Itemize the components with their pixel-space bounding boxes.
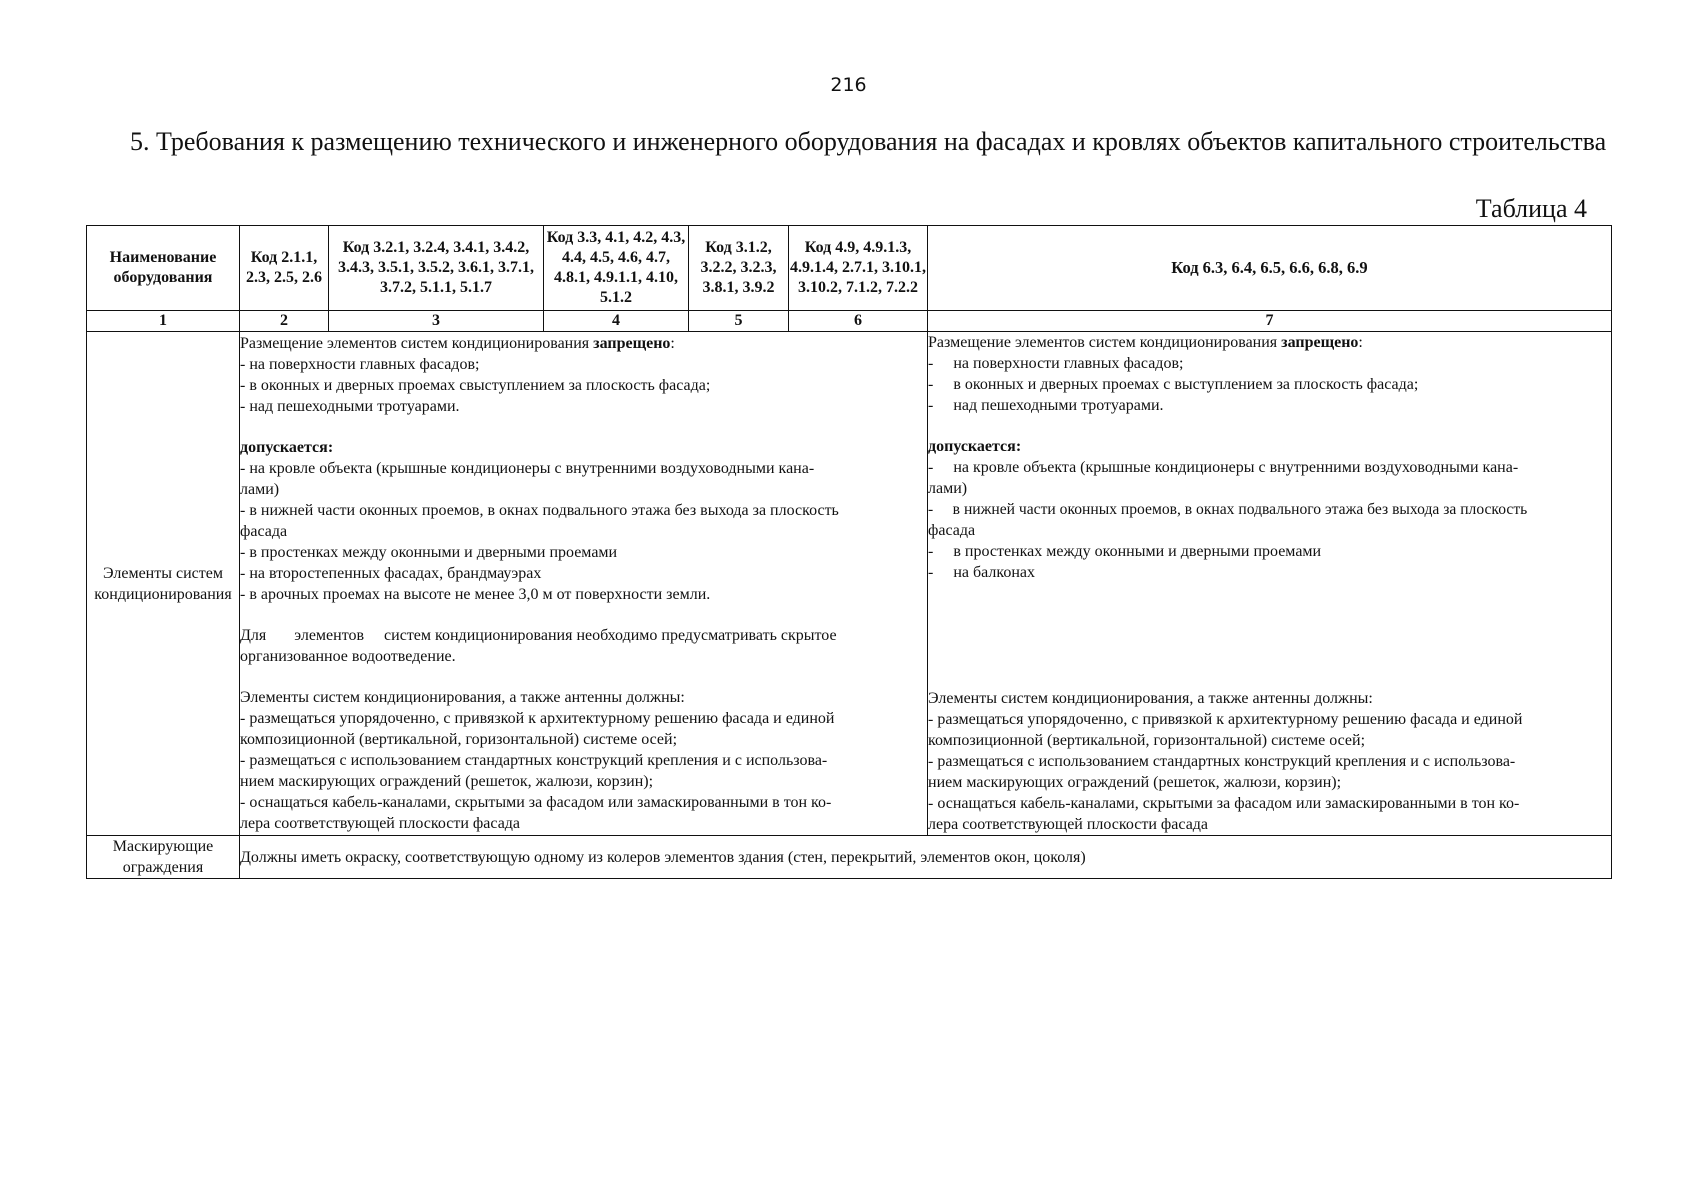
section-heading: 5. Требования к размещению технического и инженерного оборудования на фасадах и кровлях объектов капитального строительства (130, 127, 1607, 156)
list-item: - на балконах (928, 564, 1035, 581)
list-item: лера соответствующей плоскости фасада (240, 815, 521, 832)
list-item: - над пешеходными тротуарами. (928, 397, 1164, 414)
column-number: 7 (928, 311, 1612, 332)
table-row-masking (87, 836, 1612, 879)
header-code-col-2: Код 2.1.1, 2.3, 2.5, 2.6 (240, 226, 329, 311)
drainage-note: организованное водоотведение. (240, 648, 456, 665)
header-code-col-6: Код 4.9, 4.9.1.3, 4.9.1.4, 2.7.1, 3.10.1, 3.10.2, 7.1.2, 7.2.2 (789, 226, 928, 311)
list-item: - размещаться с использованием стандартных конструкций крепления и с использова- (240, 752, 828, 769)
allowed-title: допускается: (240, 439, 334, 456)
requirements-table (86, 225, 1612, 879)
list-item: - в простенках между оконными и дверными проемами (928, 543, 1322, 560)
column-number: 4 (544, 311, 689, 332)
row-name-air-conditioning: Элементы систем кондиционирования (87, 332, 240, 836)
list-item: лами) (240, 481, 280, 498)
list-item: фасада (240, 523, 288, 540)
column-number: 6 (789, 311, 928, 332)
column-number: 3 (329, 311, 544, 332)
table-row-air-conditioning (87, 332, 1612, 836)
list-item: - в оконных и дверных проемах свыступлением за плоскость фасада; (240, 377, 711, 394)
list-item: - размещаться с использованием стандартных конструкций крепления и с использова- (928, 753, 1516, 770)
page-number: 216 (830, 74, 867, 96)
drainage-note: Для элементов систем кондиционирования необходимо предусматривать скрытое (240, 627, 837, 644)
list-item: композиционной (вертикальной, горизонтальной) системе осей; (240, 731, 678, 748)
list-item: - оснащаться кабель-каналами, скрытыми за фасадом или замаскированными в тон ко- (240, 794, 832, 811)
list-item: лами) (928, 480, 968, 497)
list-item: - на поверхности главных фасадов; (240, 356, 480, 373)
column-number-row (87, 311, 1612, 332)
column-number: 1 (87, 311, 240, 332)
list-item: - в простенках между оконными и дверными проемами (240, 544, 618, 561)
requirements-cell-cols-2-6 (240, 332, 928, 836)
header-code-col-5: Код 3.1.2, 3.2.2, 3.2.3, 3.8.1, 3.9.2 (689, 226, 789, 311)
list-item: нием маскирующих ограждений (решеток, жалюзи, корзин); (928, 774, 1342, 791)
table-header-row (87, 226, 1612, 311)
table-label: Таблица 4 (1475, 194, 1587, 223)
header-code-col-3: Код 3.2.1, 3.2.4, 3.4.1, 3.4.2, 3.4.3, 3.5.1, 3.5.2, 3.6.1, 3.7.1, 3.7.2, 5.1.1, 5.1.7 (329, 226, 544, 311)
list-item: - на второстепенных фасадах, брандмауэрах (240, 565, 542, 582)
column-number: 5 (689, 311, 789, 332)
forbidden-intro: Размещение элементов систем кондиционирования запрещено: (240, 335, 675, 352)
list-item: - в нижней части оконных проемов, в окнах подвального этажа без выхода за плоскость (240, 502, 839, 519)
list-item: Элементы систем кондиционирования, а также антенны должны: (928, 690, 1373, 707)
allowed-title: допускается: (928, 438, 1022, 455)
list-item: - размещаться упорядоченно, с привязкой к архитектурному решению фасада и единой (928, 711, 1523, 728)
header-equipment-name: Наименование оборудования (87, 226, 240, 311)
row-name-masking: Маскирующие ограждения (87, 836, 240, 879)
list-item: - над пешеходными тротуарами. (240, 398, 460, 415)
forbidden-intro: Размещение элементов систем кондиционирования запрещено: (928, 334, 1363, 351)
list-item: - на кровле объекта (крышные кондиционеры с внутренними воздуховодными кана- (240, 460, 815, 477)
header-code-col-4: Код 3.3, 4.1, 4.2, 4.3, 4.4, 4.5, 4.6, 4.7, 4.8.1, 4.9.1.1, 4.10, 5.1.2 (544, 226, 689, 311)
list-item: - на кровле объекта (крышные кондиционеры с внутренними воздуховодными кана- (928, 459, 1519, 476)
header-code-col-7: Код 6.3, 6.4, 6.5, 6.6, 6.8, 6.9 (928, 226, 1612, 311)
masking-requirement: Должны иметь окраску, соответствующую одному из колеров элементов здания (стен, перекрытий, элементов окон, цоколя) (240, 836, 1612, 879)
list-item: композиционной (вертикальной, горизонтальной) системе осей; (928, 732, 1366, 749)
list-item: - размещаться упорядоченно, с привязкой к архитектурному решению фасада и единой (240, 710, 835, 727)
list-item: - в оконных и дверных проемах с выступлением за плоскость фасада; (928, 376, 1419, 393)
list-item: Элементы систем кондиционирования, а также антенны должны: (240, 689, 685, 706)
list-item: - в арочных проемах на высоте не менее 3,0 м от поверхности земли. (240, 586, 711, 603)
list-item: - в нижней части оконных проемов, в окнах подвального этажа без выхода за плоскость (928, 501, 1528, 518)
requirements-cell-col-7 (928, 332, 1612, 836)
list-item: фасада (928, 522, 976, 539)
list-item: нием маскирующих ограждений (решеток, жалюзи, корзин); (240, 773, 654, 790)
list-item: лера соответствующей плоскости фасада (928, 816, 1209, 833)
list-item: - оснащаться кабель-каналами, скрытыми за фасадом или замаскированными в тон ко- (928, 795, 1520, 812)
list-item: - на поверхности главных фасадов; (928, 355, 1184, 372)
column-number: 2 (240, 311, 329, 332)
